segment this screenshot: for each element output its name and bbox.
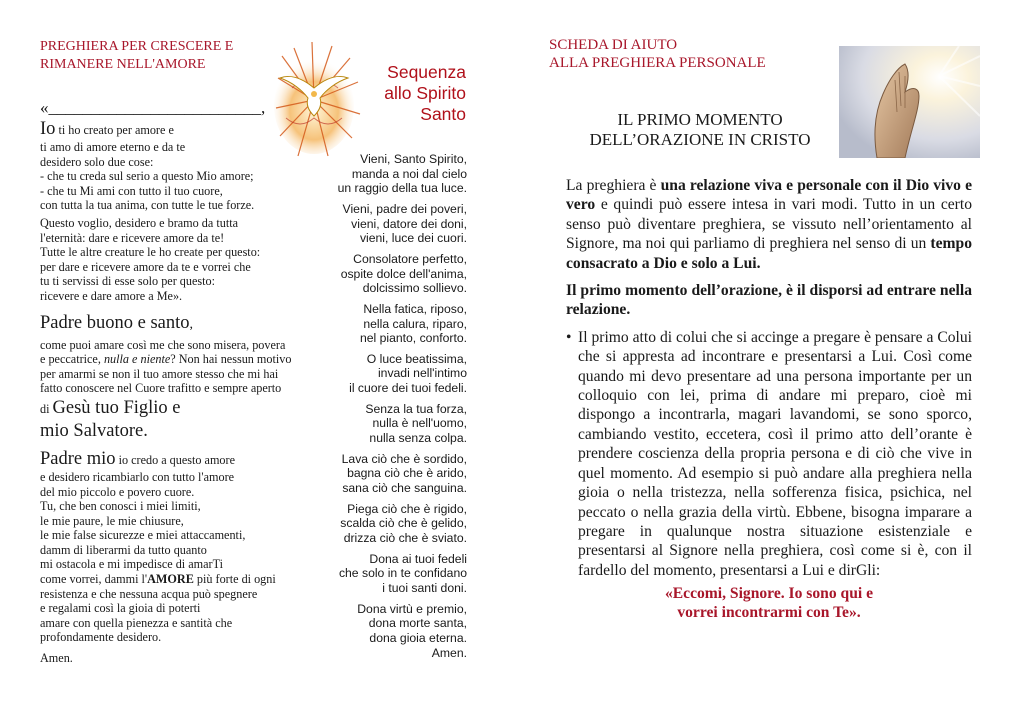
padre-buono-heading: Padre buono e santo, <box>40 312 194 333</box>
stanza: Consolatore perfetto, ospite dolce dell'anima, dolcissimo sollievo. <box>340 251 467 296</box>
closing-quote: «Eccomi, Signore. Io sono qui e vorrei incontrarmi con Te». <box>664 585 874 622</box>
right-heading: IL PRIMO MOMENTO DELL’ORAZIONE IN CRISTO <box>589 110 811 149</box>
stanza: O luce beatissima, invadi nell'intimo il cuore dei tuoi fedeli. <box>349 351 467 396</box>
right-scheda-title: SCHEDA DI AIUTO ALLA PREGHIERA PERSONALE <box>549 37 766 71</box>
stanza: Senza la tua forza, nulla è nell'uomo, nulla senza colpa. <box>365 401 467 446</box>
stanza: Nella fatica, riposo, nella calura, riparo, nel pianto, conforto. <box>359 301 467 346</box>
invocation-blank: «_________________________, <box>40 98 266 117</box>
io-big: Io <box>40 119 56 139</box>
left-title-line: RIMANERE NELL'AMORE <box>40 57 206 72</box>
stanza: Vieni, Santo Spirito, manda a noi dal cielo un raggio della tua luce. <box>337 152 467 196</box>
sequence-title: Sequenza allo Spirito Santo <box>384 62 466 124</box>
salvatore-line: mio Salvatore. <box>40 420 148 441</box>
paragraph-4: e desidero ricambiarlo con tutto l'amore del mio piccolo e povero cuore. Tu, che ben conosci i miei limiti, le mie paure, le mie chiusure, le mie false sicurezze e miei attaccamenti, damm di liberarmi da tutto quanto mi ostacola e mi impedisce di amarTi come vorrei, dammi l'AMORE più forte di ogni resistenza e che nessuna acqua può spegnere e regalami così la gioia di poterti amare con quella pienezza e santità che profondamente desidero. <box>40 469 276 645</box>
stanza: Dona virtù e premio, dona morte santa, dona gioia eterna. Amen. <box>357 601 467 660</box>
right-paragraph-1: La preghiera è una relazione viva e personale con il Dio vivo e vero e quindi può essere intesa in vari modi. Tutto in un certo senso può diventare preghiera, se vissuto nell’orientamento al Signore, ma noi qui parliamo di preghiera nel senso di un tempo consacrato a Dio e solo a Lui. <box>566 177 973 272</box>
amen-left: Amen. <box>40 651 73 666</box>
right-paragraph-2: Il primo momento dell’orazione, è il disporsi ad entrare nella relazione. <box>566 282 972 319</box>
padre-mio-line: Padre mio io credo a questo amore <box>40 448 235 469</box>
paragraph-2: Questo voglio, desidero e bramo da tutta l'eternità: dare e ricevere amore da te! Tutte le altre creature le ho create per questo: per dare e ricevere amore da te e vorrei che tu ti servissi di esse solo per questo: ricevere e dare amore a Me». <box>40 215 261 303</box>
stanza: Dona ai tuoi fedeli che solo in te confidano i tuoi santi doni. <box>338 551 467 595</box>
stanza: Piega ciò che è rigido, scalda ciò che è gelido, drizza ciò che è sviato. <box>340 501 467 545</box>
stanza: Vieni, padre dei poveri, vieni, datore dei doni, vieni, luce dei cuori. <box>342 201 467 246</box>
io-line: Io ti ho creato per amore e <box>40 119 174 139</box>
paragraph-1: ti amo di amore eterno e da te desidero solo due cose: - che tu creda sul serio a questo Mio amore; - che tu Mi ami con tutto il tuo cuore, con tutta la tua anima, con tutte le tue forze. <box>40 140 255 213</box>
paragraph-3: come puoi amare così me che sono misera, povera e peccatrice, nulla e niente? Non hai nessun motivo per amarmi se non il tuo amore stesso che mi hai fatto conoscere nel Cuore trafitto e sempre aperto <box>40 337 292 396</box>
sequence-stanzas <box>318 152 467 666</box>
bullet-text: Il primo atto di colui che si accinge a pregare è pensare a Colui che si appresta ad incontrare e presentarsi a Lui. Così come quando mi devo presentare ad una persona importante per un colloquio con lei, prima di andare mi preparo, cioè mi dispongo a incontrarla, magari lavandomi, se sono sporco, cambiando vestito, eccetera, così il primo atto dell’orante è prendere coscienza della propria persona e di ciò che vive in quel momento. Ad esempio si può andare alla preghiera nella gioia o nella tristezza, nella sofferenza fisica, psichica, nel peccato o nella grazia della virtù. Ebbene, bisogna imparare a pregare in qualunque nostra situazione esistenziale e presentarsi al Signore nella preghiera, così come si è, con il fardello del momento, presentarsi a Lui e dirGli: <box>578 328 972 579</box>
right-bullet <box>566 328 972 580</box>
stanza: Lava ciò che è sordido, bagna ciò che è arido, sana ciò che sanguina. <box>341 451 467 495</box>
right-body <box>566 176 972 622</box>
praying-hands-icon <box>839 46 980 158</box>
left-prayer-body <box>40 118 325 666</box>
gesu-line: di Gesù tuo Figlio e <box>40 397 181 418</box>
holy-spirit-dove-icon <box>272 38 366 162</box>
bullet-dot: • <box>566 328 572 346</box>
left-title-line: PREGHIERA PER CRESCERE E <box>40 39 234 54</box>
left-prayer-title <box>40 38 280 74</box>
